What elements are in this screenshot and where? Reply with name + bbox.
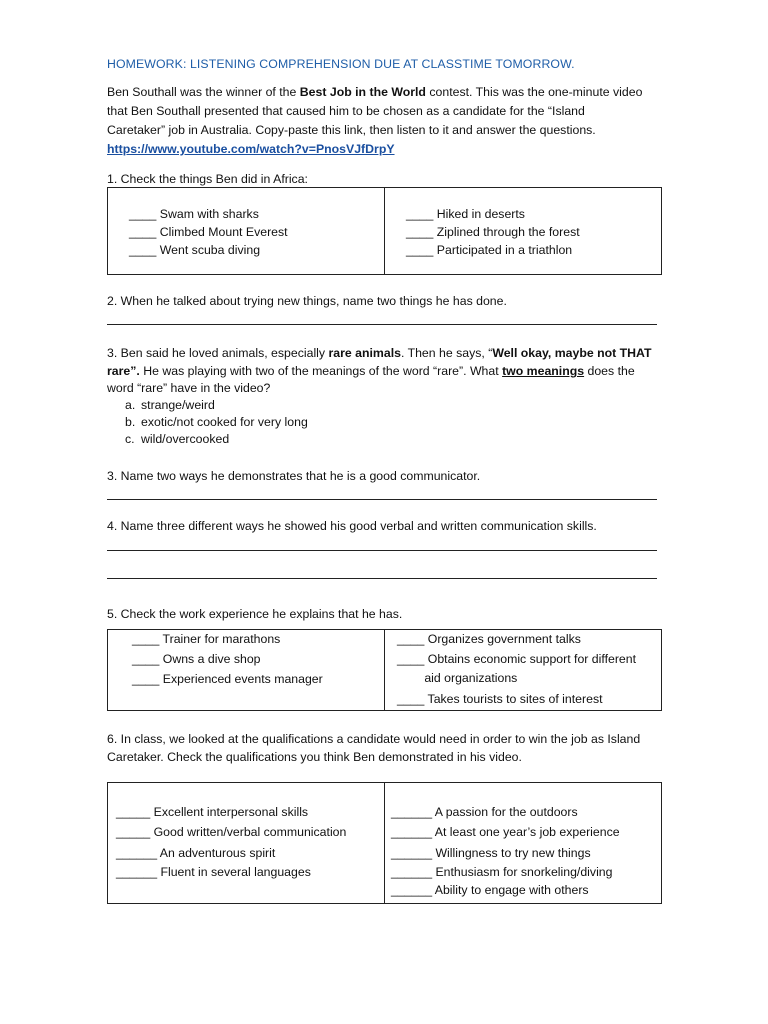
checklist-item[interactable]: ____ Climbed Mount Everest xyxy=(129,225,288,239)
checklist-item-continuation: aid organizations xyxy=(397,671,518,685)
checklist-item[interactable]: ____ Takes tourists to sites of interest xyxy=(397,692,603,706)
checklist-item[interactable]: ______ Willingness to try new things xyxy=(391,846,591,860)
q5-left-column xyxy=(108,630,385,711)
checklist-item[interactable]: ____ Owns a dive shop xyxy=(132,652,261,666)
q3a-text: does the xyxy=(584,364,635,378)
answer-line[interactable] xyxy=(107,550,657,551)
q3a-bold-text: rare”. xyxy=(107,364,140,378)
checklist-item[interactable]: _____ Good written/verbal communication xyxy=(116,825,347,839)
q1-right-column xyxy=(385,188,662,275)
option-b[interactable] xyxy=(125,414,308,431)
checklist-item[interactable]: ____ Hiked in deserts xyxy=(406,207,525,221)
q3a-bold-text: Well okay, maybe not THAT xyxy=(492,346,652,360)
checklist-item[interactable]: ______ Ability to engage with others xyxy=(391,883,589,897)
q6-line-2: Caretaker. Check the qualifications you think Ben demonstrated in his video. xyxy=(107,750,522,764)
q4-prompt: 4. Name three different ways he showed his good verbal and written communication skills. xyxy=(107,519,597,533)
intro-line-1 xyxy=(107,83,642,101)
q3a-bold-text: rare animals xyxy=(328,346,401,360)
video-link[interactable]: https://www.youtube.com/watch?v=PnosVJfDrpY xyxy=(107,142,395,156)
checklist-item[interactable]: ____ Experienced events manager xyxy=(132,672,323,686)
q3a-emphasis: two meanings xyxy=(502,364,585,378)
q3a-text: . Then he says, “ xyxy=(400,346,493,360)
intro-line-3: Caretaker” job in Australia. Copy-paste this link, then listen to it and answer the questions. xyxy=(107,123,596,137)
checklist-item[interactable]: ______ An adventurous spirit xyxy=(116,846,276,860)
q3a-line-2 xyxy=(107,362,635,380)
q3a-line-3: word “rare” have in the video? xyxy=(107,381,271,395)
q6-right-column xyxy=(385,783,662,904)
checklist-item[interactable]: ____ Obtains economic support for different xyxy=(397,652,637,666)
option-c[interactable] xyxy=(125,431,229,448)
checklist-item[interactable]: ______ Fluent in several languages xyxy=(116,865,311,879)
option-letter: a. xyxy=(125,398,136,412)
checklist-item[interactable]: ____ Organizes government talks xyxy=(397,632,581,646)
checklist-item[interactable]: ____ Trainer for marathons xyxy=(132,632,281,646)
q5-prompt: 5. Check the work experience he explains that he has. xyxy=(107,607,403,621)
q1-prompt: 1. Check the things Ben did in Africa: xyxy=(107,172,308,186)
q1-left-column xyxy=(108,188,385,275)
q6-left-column xyxy=(108,783,385,904)
q5-right-column xyxy=(385,630,662,711)
checklist-item[interactable]: ____ Went scuba diving xyxy=(129,243,261,257)
option-letter: c. xyxy=(125,432,135,446)
answer-line[interactable] xyxy=(107,324,657,325)
intro-text: contest. This was the one-minute video xyxy=(425,85,643,99)
q1-checklist-table xyxy=(107,187,662,275)
intro-line-2: that Ben Southall presented that caused him to be chosen as a candidate for the “Island xyxy=(107,104,585,118)
option-text: exotic/not cooked for very long xyxy=(141,415,308,429)
contest-name: Best Job in the World xyxy=(299,85,426,99)
q3a-text: 3. Ben said he loved animals, especially xyxy=(107,346,329,360)
q3a-text: He was playing with two of the meanings of the word “rare”. What xyxy=(139,364,503,378)
q2-prompt: 2. When he talked about trying new things, name two things he has done. xyxy=(107,294,507,308)
page-title: HOMEWORK: LISTENING COMPREHENSION DUE AT CLASSTIME TOMORROW. xyxy=(107,57,575,71)
q3b-prompt: 3. Name two ways he demonstrates that he is a good communicator. xyxy=(107,469,481,483)
q6-line-1: 6. In class, we looked at the qualifications a candidate would need in order to win the job as Island xyxy=(107,732,641,746)
option-a[interactable] xyxy=(125,397,215,414)
checklist-item[interactable]: ______ A passion for the outdoors xyxy=(391,805,578,819)
answer-line[interactable] xyxy=(107,499,657,500)
answer-line[interactable] xyxy=(107,578,657,579)
intro-text: Ben Southall was the winner of the xyxy=(107,85,300,99)
checklist-item[interactable]: ____ Ziplined through the forest xyxy=(406,225,580,239)
checklist-item[interactable]: ____ Swam with sharks xyxy=(129,207,259,221)
option-text: strange/weird xyxy=(141,398,215,412)
checklist-item[interactable]: ______ At least one year’s job experience xyxy=(391,825,620,839)
q6-checklist-table xyxy=(107,782,662,904)
q3a-line-1 xyxy=(107,344,652,362)
option-text: wild/overcooked xyxy=(141,432,230,446)
checklist-item[interactable]: _____ Excellent interpersonal skills xyxy=(116,805,309,819)
q5-checklist-table xyxy=(107,629,662,711)
checklist-item[interactable]: ____ Participated in a triathlon xyxy=(406,243,573,257)
option-letter: b. xyxy=(125,415,136,429)
checklist-item[interactable]: ______ Enthusiasm for snorkeling/diving xyxy=(391,865,613,879)
